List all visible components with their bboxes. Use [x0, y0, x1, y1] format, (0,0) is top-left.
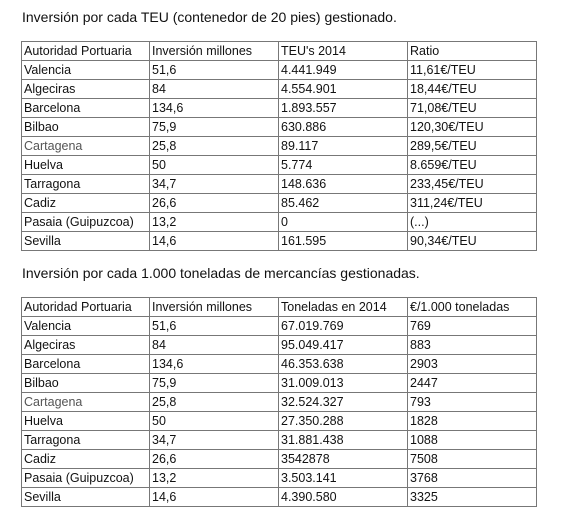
table-row [22, 469, 537, 488]
ratio-cell: 8.659€/TEU [408, 156, 537, 175]
port-authority-cell: Cadiz [22, 194, 150, 213]
ratio-cell: 90,34€/TEU [408, 232, 537, 251]
port-authority-cell: Cartagena [22, 137, 150, 156]
port-authority-cell: Tarragona [22, 431, 150, 450]
table-row [22, 194, 537, 213]
table-row [22, 175, 537, 194]
volume-cell: 4.441.949 [279, 61, 408, 80]
port-authority-cell: Algeciras [22, 336, 150, 355]
volume-cell: 31.009.013 [279, 374, 408, 393]
investment-cell: 13,2 [150, 213, 279, 232]
table-row [22, 412, 537, 431]
table-row [22, 355, 537, 374]
volume-cell: 95.049.417 [279, 336, 408, 355]
table-row [22, 336, 537, 355]
investment-cell: 14,6 [150, 232, 279, 251]
table-row [22, 61, 537, 80]
tonnage-investment-table [21, 297, 537, 507]
ratio-cell: 120,30€/TEU [408, 118, 537, 137]
table-row [22, 393, 537, 412]
port-authority-cell: Huelva [22, 156, 150, 175]
ratio-cell: 2447 [408, 374, 537, 393]
port-authority-cell: Sevilla [22, 488, 150, 507]
tonnage-table-title: Inversión por cada 1.000 toneladas de mercancías gestionadas. [22, 265, 420, 281]
port-authority-cell: Barcelona [22, 355, 150, 374]
table-row [22, 137, 537, 156]
volume-cell: 161.595 [279, 232, 408, 251]
ratio-cell: 71,08€/TEU [408, 99, 537, 118]
volume-cell: 27.350.288 [279, 412, 408, 431]
volume-cell: 0 [279, 213, 408, 232]
investment-cell: 84 [150, 336, 279, 355]
table-row [22, 431, 537, 450]
volume-cell: 4.554.901 [279, 80, 408, 99]
investment-cell: 51,6 [150, 61, 279, 80]
volume-cell: 89.117 [279, 137, 408, 156]
header-row [22, 42, 537, 61]
ratio-cell: 3768 [408, 469, 537, 488]
ratio-cell: 311,24€/TEU [408, 194, 537, 213]
volume-cell: 4.390.580 [279, 488, 408, 507]
investment-cell: 26,6 [150, 194, 279, 213]
ratio-header: Ratio [408, 42, 537, 61]
ratio-cell: 3325 [408, 488, 537, 507]
volume-cell: 85.462 [279, 194, 408, 213]
investment-header: Inversión millones [150, 42, 279, 61]
volume-cell: 3.503.141 [279, 469, 408, 488]
port-authority-header: Autoridad Portuaria [22, 298, 150, 317]
volume-cell: 46.353.638 [279, 355, 408, 374]
teu-table-title: Inversión por cada TEU (contenedor de 20 pies) gestionado. [22, 9, 397, 25]
port-authority-cell: Pasaia (Guipuzcoa) [22, 469, 150, 488]
volume-cell: 67.019.769 [279, 317, 408, 336]
header-row [22, 298, 537, 317]
investment-cell: 84 [150, 80, 279, 99]
volume-cell: 31.881.438 [279, 431, 408, 450]
investment-header: Inversión millones [150, 298, 279, 317]
port-authority-cell: Huelva [22, 412, 150, 431]
volume-header: Toneladas en 2014 [279, 298, 408, 317]
ratio-cell: 883 [408, 336, 537, 355]
table-row [22, 317, 537, 336]
ratio-cell: 18,44€/TEU [408, 80, 537, 99]
port-authority-cell: Valencia [22, 61, 150, 80]
ratio-cell: 289,5€/TEU [408, 137, 537, 156]
volume-cell: 5.774 [279, 156, 408, 175]
table-row [22, 99, 537, 118]
investment-cell: 14,6 [150, 488, 279, 507]
table-row [22, 374, 537, 393]
table-row [22, 450, 537, 469]
investment-cell: 25,8 [150, 393, 279, 412]
ratio-cell: 1828 [408, 412, 537, 431]
investment-cell: 75,9 [150, 374, 279, 393]
port-authority-cell: Tarragona [22, 175, 150, 194]
investment-cell: 50 [150, 156, 279, 175]
port-authority-cell: Bilbao [22, 374, 150, 393]
volume-cell: 3542878 [279, 450, 408, 469]
ratio-cell: 2903 [408, 355, 537, 374]
port-authority-cell: Sevilla [22, 232, 150, 251]
port-authority-cell: Algeciras [22, 80, 150, 99]
port-authority-header: Autoridad Portuaria [22, 42, 150, 61]
volume-cell: 148.636 [279, 175, 408, 194]
ratio-cell: 793 [408, 393, 537, 412]
ratio-cell: 233,45€/TEU [408, 175, 537, 194]
investment-cell: 50 [150, 412, 279, 431]
investment-cell: 134,6 [150, 99, 279, 118]
table-row [22, 213, 537, 232]
table-row [22, 232, 537, 251]
investment-cell: 75,9 [150, 118, 279, 137]
volume-header: TEU's 2014 [279, 42, 408, 61]
investment-cell: 34,7 [150, 175, 279, 194]
ratio-cell: 7508 [408, 450, 537, 469]
port-authority-cell: Barcelona [22, 99, 150, 118]
port-authority-cell: Pasaia (Guipuzcoa) [22, 213, 150, 232]
port-authority-cell: Cartagena [22, 393, 150, 412]
ratio-cell: 1088 [408, 431, 537, 450]
volume-cell: 32.524.327 [279, 393, 408, 412]
port-authority-cell: Bilbao [22, 118, 150, 137]
investment-cell: 26,6 [150, 450, 279, 469]
table-row [22, 118, 537, 137]
investment-cell: 134,6 [150, 355, 279, 374]
table-row [22, 156, 537, 175]
port-authority-cell: Cadiz [22, 450, 150, 469]
port-authority-cell: Valencia [22, 317, 150, 336]
investment-cell: 25,8 [150, 137, 279, 156]
volume-cell: 1.893.557 [279, 99, 408, 118]
table-row [22, 80, 537, 99]
ratio-cell: 11,61€/TEU [408, 61, 537, 80]
ratio-cell: (...) [408, 213, 537, 232]
teu-investment-table [21, 41, 537, 251]
table-row [22, 488, 537, 507]
volume-cell: 630.886 [279, 118, 408, 137]
investment-cell: 13,2 [150, 469, 279, 488]
ratio-cell: 769 [408, 317, 537, 336]
ratio-header: €/1.000 toneladas [408, 298, 537, 317]
investment-cell: 51,6 [150, 317, 279, 336]
investment-cell: 34,7 [150, 431, 279, 450]
